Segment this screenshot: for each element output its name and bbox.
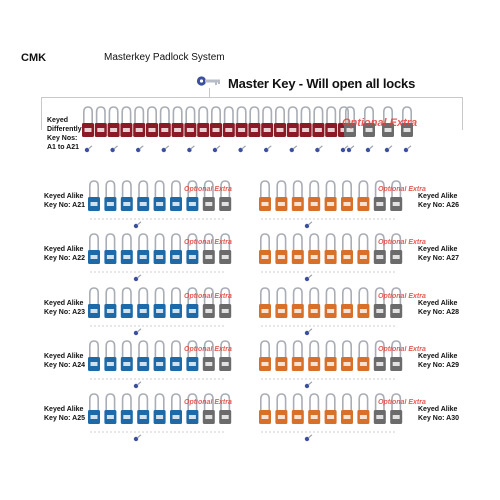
orange-padlock <box>341 181 353 211</box>
key-icon <box>133 220 142 229</box>
key-icon <box>133 273 142 282</box>
red-padlock <box>133 107 145 137</box>
red-padlock <box>261 107 273 137</box>
key-icon <box>110 144 119 153</box>
key-icon <box>263 144 272 153</box>
blue-padlock <box>154 288 166 318</box>
alike-label-line: Key No: A30 <box>418 415 459 422</box>
red-padlock <box>312 107 324 137</box>
blue-padlock <box>88 234 100 264</box>
blue-padlock <box>154 341 166 371</box>
red-padlock <box>325 107 337 137</box>
key-icon <box>403 144 412 153</box>
differ-group-label <box>47 116 82 152</box>
alike-label-line: Keyed Alike <box>44 406 84 413</box>
key-icon <box>84 144 93 153</box>
blue-padlock <box>104 234 116 264</box>
blue-padlock <box>121 181 133 211</box>
orange-padlock <box>275 341 287 371</box>
alike-optional-label: Optional Extra <box>184 293 232 300</box>
blue-padlock <box>104 394 116 424</box>
alike-label-line: Keyed Alike <box>418 246 458 253</box>
alike-optional-label: Optional Extra <box>378 346 426 353</box>
orange-padlock <box>292 394 304 424</box>
orange-padlock <box>292 234 304 264</box>
orange-padlock <box>325 341 337 371</box>
blue-padlock <box>170 181 182 211</box>
alike-optional-label: Optional Extra <box>378 186 426 193</box>
alike-optional-label: Optional Extra <box>184 239 232 246</box>
red-padlock <box>172 107 184 137</box>
alike-group-label <box>418 352 459 370</box>
alike-label-line: Keyed Alike <box>418 193 458 200</box>
orange-padlock <box>275 394 287 424</box>
alike-group-label <box>44 192 85 210</box>
key-icon <box>314 144 323 153</box>
orange-padlock <box>292 181 304 211</box>
alike-label-line: Keyed Alike <box>418 300 458 307</box>
orange-padlock <box>308 181 320 211</box>
orange-padlock <box>357 181 369 211</box>
alike-label-line: Key No: A22 <box>44 255 85 262</box>
blue-padlock <box>137 288 149 318</box>
orange-padlock <box>292 341 304 371</box>
key-icon <box>304 220 313 229</box>
blue-padlock <box>104 341 116 371</box>
orange-padlock <box>357 341 369 371</box>
frame-master-stem <box>209 88 210 98</box>
red-padlock <box>184 107 196 137</box>
orange-padlock <box>341 288 353 318</box>
differ-label-line: Keyed <box>47 117 69 124</box>
key-icon <box>238 144 247 153</box>
blue-padlock <box>104 181 116 211</box>
key-icon <box>304 380 313 389</box>
red-padlock <box>236 107 248 137</box>
alike-label-line: Key No: A24 <box>44 362 85 369</box>
blue-padlock <box>170 341 182 371</box>
alike-label-line: Keyed Alike <box>44 300 84 307</box>
alike-group-label <box>44 299 85 317</box>
red-padlock <box>82 107 94 137</box>
alike-label-line: Keyed Alike <box>44 246 84 253</box>
alike-optional-label: Optional Extra <box>184 346 232 353</box>
alike-label-line: Key No: A28 <box>418 309 459 316</box>
alike-group-label <box>44 405 85 423</box>
key-icon <box>346 144 355 153</box>
orange-padlock <box>325 394 337 424</box>
orange-padlock <box>357 394 369 424</box>
differ-padlock-row <box>82 106 422 160</box>
blue-padlock <box>170 288 182 318</box>
key-icon <box>384 144 393 153</box>
alike-label-line: Key No: A27 <box>418 255 459 262</box>
master-key-icon <box>196 74 222 88</box>
alike-group-label <box>418 299 459 317</box>
alike-label-line: Key No: A29 <box>418 362 459 369</box>
orange-padlock <box>357 234 369 264</box>
blue-padlock <box>137 181 149 211</box>
orange-padlock <box>325 288 337 318</box>
frame-top-line <box>41 97 463 98</box>
blue-padlock <box>88 394 100 424</box>
orange-padlock <box>275 234 287 264</box>
red-padlock <box>146 107 158 137</box>
alike-label-line: Key No: A26 <box>418 202 459 209</box>
key-icon <box>365 144 374 153</box>
orange-padlock <box>308 234 320 264</box>
alike-optional-label: Optional Extra <box>184 186 232 193</box>
key-icon <box>133 380 142 389</box>
blue-padlock <box>154 234 166 264</box>
blue-padlock <box>137 394 149 424</box>
alike-optional-label: Optional Extra <box>378 293 426 300</box>
differ-label-line: A1 to A21 <box>47 144 80 151</box>
orange-padlock <box>325 181 337 211</box>
red-padlock <box>95 107 107 137</box>
alike-optional-label: Optional Extra <box>378 399 426 406</box>
key-icon <box>304 433 313 442</box>
orange-padlock <box>308 394 320 424</box>
red-padlock <box>287 107 299 137</box>
alike-group-label <box>44 245 85 263</box>
blue-padlock <box>170 394 182 424</box>
blue-padlock <box>121 234 133 264</box>
alike-label-line: Keyed Alike <box>44 193 84 200</box>
key-icon <box>304 327 313 336</box>
orange-padlock <box>259 288 271 318</box>
orange-padlock <box>341 341 353 371</box>
orange-padlock <box>259 341 271 371</box>
frame-right-line <box>462 97 463 130</box>
blue-padlock <box>137 341 149 371</box>
red-padlock <box>248 107 260 137</box>
frame-left-line <box>41 97 42 130</box>
alike-optional-label: Optional Extra <box>378 239 426 246</box>
differ-optional-label: Optional Extra <box>342 117 418 129</box>
orange-padlock <box>259 394 271 424</box>
key-icon <box>135 144 144 153</box>
blue-padlock <box>121 341 133 371</box>
blue-padlock <box>137 234 149 264</box>
orange-padlock <box>357 288 369 318</box>
orange-padlock <box>308 341 320 371</box>
alike-optional-label: Optional Extra <box>184 399 232 406</box>
orange-padlock <box>341 394 353 424</box>
alike-label-line: Keyed Alike <box>418 406 458 413</box>
alike-group-label <box>418 245 459 263</box>
key-icon <box>133 433 142 442</box>
system-title: Masterkey Padlock System <box>104 52 225 63</box>
blue-padlock <box>88 288 100 318</box>
master-key-label: Master Key - Will open all locks <box>228 76 416 91</box>
alike-group-label <box>418 192 459 210</box>
orange-padlock <box>275 288 287 318</box>
orange-padlock <box>292 288 304 318</box>
orange-padlock <box>275 181 287 211</box>
orange-padlock <box>308 288 320 318</box>
alike-label-line: Keyed Alike <box>418 353 458 360</box>
orange-padlock <box>259 234 271 264</box>
alike-group-label <box>44 352 85 370</box>
red-padlock <box>223 107 235 137</box>
red-padlock <box>197 107 209 137</box>
blue-padlock <box>104 288 116 318</box>
brand-label: CMK <box>21 52 47 64</box>
red-padlock <box>300 107 312 137</box>
orange-padlock <box>259 181 271 211</box>
alike-group-label <box>418 405 459 423</box>
blue-padlock <box>170 234 182 264</box>
alike-label-line: Key No: A25 <box>44 415 85 422</box>
key-icon <box>133 327 142 336</box>
key-icon <box>289 144 298 153</box>
orange-padlock <box>341 234 353 264</box>
alike-label-line: Keyed Alike <box>44 353 84 360</box>
key-icon <box>304 273 313 282</box>
red-padlock <box>210 107 222 137</box>
key-icon <box>212 144 221 153</box>
differ-label-line: Key Nos: <box>47 135 78 142</box>
key-icon <box>186 144 195 153</box>
alike-label-line: Key No: A21 <box>44 202 85 209</box>
red-padlock <box>108 107 120 137</box>
blue-padlock <box>154 181 166 211</box>
orange-padlock <box>325 234 337 264</box>
red-padlock <box>274 107 286 137</box>
red-padlock <box>159 107 171 137</box>
red-padlock <box>120 107 132 137</box>
blue-padlock <box>88 181 100 211</box>
blue-padlock <box>121 394 133 424</box>
key-icon <box>161 144 170 153</box>
blue-padlock <box>154 394 166 424</box>
blue-padlock <box>121 288 133 318</box>
blue-padlock <box>88 341 100 371</box>
differ-label-line: Differently <box>47 126 82 133</box>
alike-label-line: Key No: A23 <box>44 309 85 316</box>
